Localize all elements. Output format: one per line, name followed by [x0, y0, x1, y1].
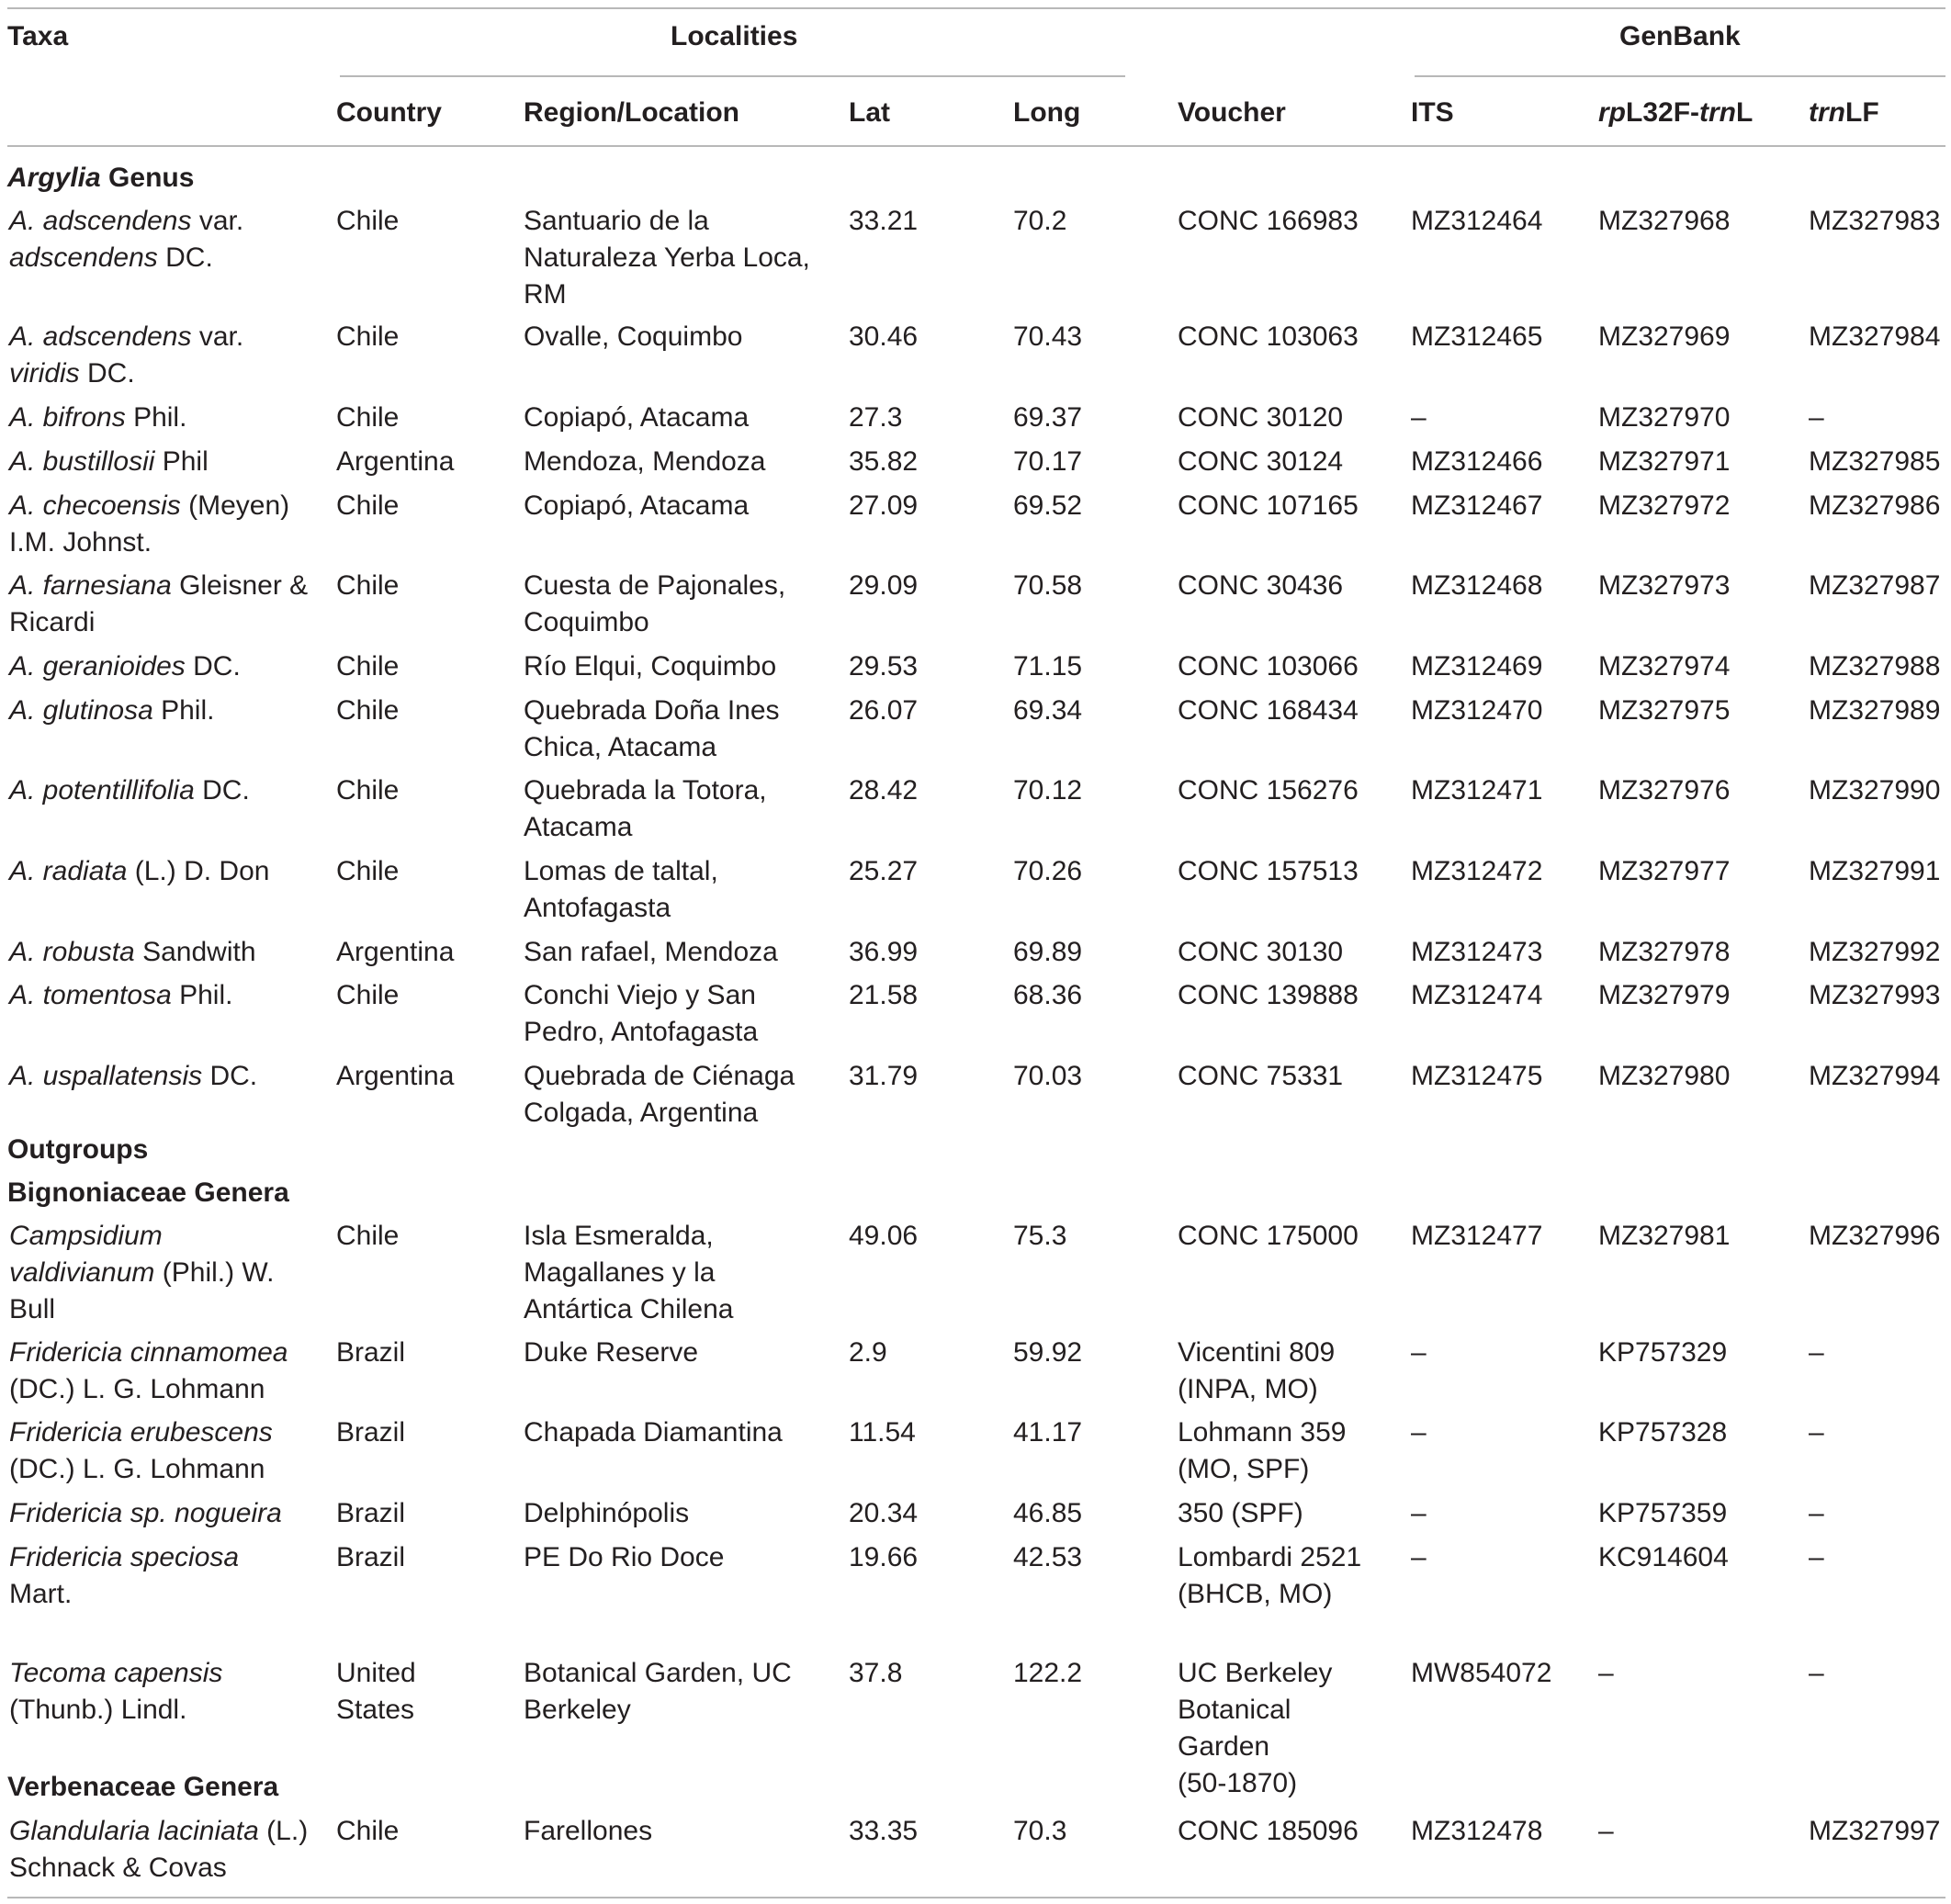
rpl32f-trnl-accession-cell: KP757359 — [1598, 1498, 1728, 1528]
trnlf-accession-cell: – — [1809, 1498, 1824, 1528]
taxon-name-italic: A. uspallatensis — [9, 1061, 203, 1091]
header-rpl-part-a: rp — [1598, 97, 1626, 128]
long-cell: 69.89 — [1013, 937, 1083, 967]
taxon-name-italic: adscendens — [9, 242, 158, 273]
taxon-name-italic: A. glutinosa — [9, 695, 153, 726]
voucher-cell: CONC 139888 — [1178, 980, 1359, 1010]
rpl32f-trnl-accession-cell: MZ327978 — [1598, 937, 1731, 967]
taxon-authority: (L.) — [258, 1816, 309, 1846]
taxon-authority: Ricardi — [9, 607, 96, 637]
taxon-name-italic: Fridericia erubescens — [9, 1417, 273, 1448]
voucher-cell: (INPA, MO) — [1178, 1374, 1318, 1404]
country-cell: Brazil — [336, 1417, 406, 1448]
its-accession-cell: MZ312477 — [1411, 1221, 1543, 1251]
country-cell: United — [336, 1658, 416, 1688]
section-argylia-suffix: Genus — [100, 163, 195, 193]
voucher-cell: UC Berkeley — [1178, 1658, 1333, 1688]
its-accession-cell: MZ312475 — [1411, 1061, 1543, 1091]
long-cell: 70.26 — [1013, 856, 1083, 886]
voucher-cell: CONC 30130 — [1178, 937, 1344, 967]
taxon-line — [9, 1218, 163, 1255]
long-cell: 69.37 — [1013, 402, 1083, 433]
long-cell: 75.3 — [1013, 1221, 1067, 1251]
long-cell: 42.53 — [1013, 1542, 1083, 1572]
rpl32f-trnl-accession-cell: MZ327971 — [1598, 446, 1731, 477]
taxon-line — [9, 1576, 72, 1613]
rpl32f-trnl-accession-cell: – — [1598, 1816, 1614, 1846]
taxon-line — [9, 568, 308, 604]
rpl32f-trnl-accession-cell: – — [1598, 1658, 1614, 1688]
long-cell: 70.12 — [1013, 775, 1083, 806]
long-cell: 68.36 — [1013, 980, 1083, 1010]
region-cell: Chica, Atacama — [524, 732, 717, 762]
voucher-cell: (MO, SPF) — [1178, 1454, 1310, 1484]
lat-cell: 27.3 — [849, 402, 903, 433]
country-cell: Chile — [336, 570, 400, 601]
localities-rule — [340, 75, 1125, 77]
header-trnlf-part-b: LF — [1845, 97, 1879, 128]
region-cell: Copiapó, Atacama — [524, 402, 750, 433]
taxon-authority: Phil — [154, 446, 209, 477]
rpl32f-trnl-accession-cell: KP757329 — [1598, 1337, 1728, 1368]
taxon-line — [9, 1539, 239, 1576]
voucher-cell: CONC 157513 — [1178, 856, 1359, 886]
taxon-name-italic: Fridericia sp. nogueira — [9, 1498, 282, 1528]
lat-cell: 26.07 — [849, 695, 919, 726]
taxon-name-italic: Tecoma capensis — [9, 1658, 223, 1688]
its-accession-cell: MZ312465 — [1411, 321, 1543, 352]
trnlf-accession-cell: – — [1809, 1417, 1824, 1448]
trnlf-accession-cell: – — [1809, 402, 1824, 433]
lat-cell: 21.58 — [849, 980, 919, 1010]
table-top-rule — [7, 7, 1945, 9]
lat-cell: 35.82 — [849, 446, 919, 477]
lat-cell: 27.09 — [849, 490, 919, 521]
rpl32f-trnl-accession-cell: MZ327973 — [1598, 570, 1731, 601]
its-accession-cell: MZ312468 — [1411, 570, 1543, 601]
trnlf-accession-cell: – — [1809, 1337, 1824, 1368]
taxon-name-italic: A. robusta — [9, 937, 135, 967]
country-cell: Argentina — [336, 937, 455, 967]
taxon-line — [9, 240, 213, 276]
rpl32f-trnl-accession-cell: MZ327977 — [1598, 856, 1731, 886]
header-voucher: Voucher — [1178, 97, 1286, 128]
genbank-rule — [1415, 75, 1945, 77]
region-cell: Lomas de taltal, — [524, 856, 718, 886]
header-country: Country — [336, 97, 442, 128]
region-cell: Naturaleza Yerba Loca, — [524, 242, 810, 273]
taxon-line — [9, 319, 243, 355]
rpl32f-trnl-accession-cell: MZ327979 — [1598, 980, 1731, 1010]
taxon-name-italic: A. potentillifolia — [9, 775, 195, 806]
lat-cell: 31.79 — [849, 1061, 919, 1091]
taxon-name-italic: A. checoensis — [9, 490, 181, 521]
table-bottom-rule — [7, 1897, 1945, 1898]
lat-cell: 2.9 — [849, 1337, 887, 1368]
long-cell: 41.17 — [1013, 1417, 1083, 1448]
lat-cell: 29.53 — [849, 651, 919, 682]
taxon-authority: var. — [191, 206, 244, 236]
its-accession-cell: – — [1411, 1542, 1427, 1572]
rpl32f-trnl-accession-cell: KP757328 — [1598, 1417, 1728, 1448]
header-rpl-part-c: trn — [1699, 97, 1737, 128]
its-accession-cell: – — [1411, 1498, 1427, 1528]
region-cell: Isla Esmeralda, — [524, 1221, 714, 1251]
taxon-line — [9, 604, 95, 641]
header-rpl-part-d: L — [1736, 97, 1754, 128]
rpl32f-trnl-accession-cell: MZ327972 — [1598, 490, 1731, 521]
rpl32f-trnl-accession-cell: MZ327981 — [1598, 1221, 1731, 1251]
long-cell: 59.92 — [1013, 1337, 1083, 1368]
taxon-authority: DC. — [79, 358, 135, 389]
taxon-authority: Schnack & Covas — [9, 1853, 227, 1883]
voucher-cell: CONC 175000 — [1178, 1221, 1359, 1251]
its-accession-cell: MZ312472 — [1411, 856, 1543, 886]
country-cell: Chile — [336, 206, 400, 236]
country-cell: Brazil — [336, 1498, 406, 1528]
taxon-line — [9, 1495, 282, 1532]
voucher-cell: Botanical — [1178, 1695, 1291, 1725]
country-cell: Chile — [336, 856, 400, 886]
taxon-authority: Phil. — [152, 695, 215, 726]
taxon-name-italic: A. radiata — [9, 856, 128, 886]
its-accession-cell: – — [1411, 1337, 1427, 1368]
its-accession-cell: – — [1411, 1417, 1427, 1448]
header-region: Region/Location — [524, 97, 739, 128]
lat-cell: 49.06 — [849, 1221, 919, 1251]
section-argylia-name: Argylia — [7, 163, 101, 193]
its-accession-cell: – — [1411, 402, 1427, 433]
country-cell: Chile — [336, 695, 400, 726]
trnlf-accession-cell: MZ327987 — [1809, 570, 1941, 601]
taxon-authority: Bull — [9, 1294, 56, 1324]
taxon-line — [9, 1692, 186, 1729]
taxon-name-italic: A. farnesiana — [9, 570, 172, 601]
rpl32f-trnl-accession-cell: MZ327980 — [1598, 1061, 1731, 1091]
region-cell: Conchi Viejo y San — [524, 980, 756, 1010]
taxon-authority: var. — [191, 321, 244, 352]
region-cell: Chapada Diamantina — [524, 1417, 783, 1448]
voucher-cell: CONC 185096 — [1178, 1816, 1359, 1846]
taxon-name-italic: A. geranioides — [9, 651, 186, 682]
region-cell: Quebrada Doña Ines — [524, 695, 780, 726]
taxon-line — [9, 1371, 265, 1408]
taxon-authority: DC. — [202, 1061, 258, 1091]
long-cell: 70.2 — [1013, 206, 1067, 236]
taxon-line — [9, 400, 186, 436]
taxon-line — [9, 1850, 227, 1887]
rpl32f-trnl-accession-cell: MZ327969 — [1598, 321, 1731, 352]
lat-cell: 36.99 — [849, 937, 919, 967]
long-cell: 69.52 — [1013, 490, 1083, 521]
voucher-cell: CONC 30120 — [1178, 402, 1344, 433]
voucher-cell: CONC 156276 — [1178, 775, 1359, 806]
country-cell: Chile — [336, 651, 400, 682]
taxon-authority: (DC.) L. G. Lohmann — [9, 1454, 265, 1484]
taxon-authority: Phil. — [125, 402, 187, 433]
long-cell: 69.34 — [1013, 695, 1083, 726]
header-lat: Lat — [849, 97, 890, 128]
taxon-line — [9, 1291, 55, 1328]
taxon-line — [9, 1655, 222, 1692]
trnlf-accession-cell: – — [1809, 1542, 1824, 1572]
region-cell: Berkeley — [524, 1695, 631, 1725]
region-cell: Quebrada la Totora, — [524, 775, 767, 806]
its-accession-cell: MZ312464 — [1411, 206, 1543, 236]
taxon-line — [9, 1813, 308, 1850]
lat-cell: 28.42 — [849, 775, 919, 806]
region-cell: Duke Reserve — [524, 1337, 699, 1368]
header-rpl32f-trnl — [1598, 95, 1753, 131]
region-cell: Pedro, Antofagasta — [524, 1017, 759, 1047]
region-cell: Mendoza, Mendoza — [524, 446, 766, 477]
taxon-name-italic: A. adscendens — [9, 206, 192, 236]
country-cell: Brazil — [336, 1337, 406, 1368]
long-cell: 122.2 — [1013, 1658, 1083, 1688]
trnlf-accession-cell: MZ327996 — [1809, 1221, 1941, 1251]
country-cell: Chile — [336, 1816, 400, 1846]
taxon-line — [9, 648, 241, 685]
taxon-name-italic: A. adscendens — [9, 321, 192, 352]
taxon-authority: DC. — [194, 775, 250, 806]
voucher-cell: CONC 168434 — [1178, 695, 1359, 726]
taxon-line — [9, 977, 232, 1014]
lat-cell: 33.35 — [849, 1816, 919, 1846]
lat-cell: 33.21 — [849, 206, 919, 236]
header-long: Long — [1013, 97, 1081, 128]
rpl32f-trnl-accession-cell: MZ327970 — [1598, 402, 1731, 433]
voucher-cell: CONC 107165 — [1178, 490, 1359, 521]
its-accession-cell: MZ312466 — [1411, 446, 1543, 477]
taxon-line — [9, 853, 269, 890]
section-bignoniaceae-genera: Bignoniaceae Genera — [7, 1177, 289, 1208]
taxon-authority: Gleisner & — [171, 570, 309, 601]
taxon-name-italic: A. bifrons — [9, 402, 126, 433]
voucher-cell: Garden — [1178, 1731, 1270, 1762]
taxon-authority: Sandwith — [134, 937, 256, 967]
taxon-line — [9, 203, 243, 240]
taxon-line — [9, 1414, 273, 1451]
trnlf-accession-cell: MZ327989 — [1809, 695, 1941, 726]
its-accession-cell: MZ312469 — [1411, 651, 1543, 682]
voucher-cell: (50-1870) — [1178, 1768, 1298, 1798]
voucher-cell: Vicentini 809 — [1178, 1337, 1336, 1368]
taxon-line — [9, 355, 135, 392]
taxon-authority: (Thunb.) Lindl. — [9, 1695, 187, 1725]
taxon-line — [9, 488, 289, 524]
long-cell: 46.85 — [1013, 1498, 1083, 1528]
region-cell: San rafael, Mendoza — [524, 937, 778, 967]
region-cell: Antofagasta — [524, 893, 671, 923]
taxon-name-italic: viridis — [9, 358, 80, 389]
header-localities: Localities — [671, 21, 798, 51]
region-cell: Río Elqui, Coquimbo — [524, 651, 777, 682]
header-bottom-rule — [7, 145, 1945, 147]
trnlf-accession-cell: MZ327984 — [1809, 321, 1941, 352]
taxon-authority: (Phil.) W. — [154, 1257, 275, 1288]
section-argylia-genus — [7, 160, 194, 197]
lat-cell: 20.34 — [849, 1498, 919, 1528]
trnlf-accession-cell: MZ327994 — [1809, 1061, 1941, 1091]
its-accession-cell: MZ312478 — [1411, 1816, 1543, 1846]
region-cell: Santuario de la — [524, 206, 709, 236]
taxon-line — [9, 1058, 257, 1095]
taxon-line — [9, 1255, 274, 1291]
taxon-name-italic: valdivianum — [9, 1257, 155, 1288]
voucher-cell: 350 (SPF) — [1178, 1498, 1303, 1528]
trnlf-accession-cell: MZ327983 — [1809, 206, 1941, 236]
section-outgroups: Outgroups — [7, 1134, 149, 1165]
taxon-authority: Phil. — [171, 980, 233, 1010]
trnlf-accession-cell: MZ327988 — [1809, 651, 1941, 682]
country-cell: Chile — [336, 321, 400, 352]
trnlf-accession-cell: MZ327986 — [1809, 490, 1941, 521]
trnlf-accession-cell: – — [1809, 1658, 1824, 1688]
section-verbenaceae-genera: Verbenaceae Genera — [7, 1772, 279, 1802]
region-cell: PE Do Rio Doce — [524, 1542, 725, 1572]
taxon-authority: (Meyen) — [180, 490, 290, 521]
voucher-cell: CONC 166983 — [1178, 206, 1359, 236]
taxon-authority: DC. — [157, 242, 213, 273]
region-cell: RM — [524, 279, 567, 310]
rpl32f-trnl-accession-cell: MZ327975 — [1598, 695, 1731, 726]
rpl32f-trnl-accession-cell: MZ327968 — [1598, 206, 1731, 236]
taxon-authority: (L.) D. Don — [127, 856, 270, 886]
region-cell: Antártica Chilena — [524, 1294, 734, 1324]
header-trnlf — [1809, 95, 1879, 131]
country-cell: Chile — [336, 1221, 400, 1251]
trnlf-accession-cell: MZ327992 — [1809, 937, 1941, 967]
rpl32f-trnl-accession-cell: KC914604 — [1598, 1542, 1729, 1572]
voucher-cell: Lombardi 2521 — [1178, 1542, 1362, 1572]
region-cell: Botanical Garden, UC — [524, 1658, 792, 1688]
rpl32f-trnl-accession-cell: MZ327976 — [1598, 775, 1731, 806]
country-cell: Chile — [336, 980, 400, 1010]
voucher-cell: CONC 75331 — [1178, 1061, 1344, 1091]
lat-cell: 19.66 — [849, 1542, 919, 1572]
trnlf-accession-cell: MZ327985 — [1809, 446, 1941, 477]
taxon-name-italic: A. tomentosa — [9, 980, 172, 1010]
lat-cell: 25.27 — [849, 856, 919, 886]
its-accession-cell: MZ312473 — [1411, 937, 1543, 967]
rpl32f-trnl-accession-cell: MZ327974 — [1598, 651, 1731, 682]
country-cell: Chile — [336, 402, 400, 433]
long-cell: 70.58 — [1013, 570, 1083, 601]
lat-cell: 11.54 — [849, 1417, 916, 1448]
taxon-name-italic: Fridericia cinnamomea — [9, 1337, 288, 1368]
region-cell: Cuesta de Pajonales, — [524, 570, 786, 601]
country-cell: Chile — [336, 490, 400, 521]
taxon-authority: (DC.) L. G. Lohmann — [9, 1374, 265, 1404]
region-cell: Delphinópolis — [524, 1498, 690, 1528]
taxon-name-italic: Glandularia laciniata — [9, 1816, 259, 1846]
header-rpl-part-b: L32F- — [1626, 97, 1700, 128]
region-cell: Magallanes y la — [524, 1257, 716, 1288]
header-genbank: GenBank — [1619, 21, 1741, 51]
header-taxa: Taxa — [7, 21, 69, 51]
trnlf-accession-cell: MZ327997 — [1809, 1816, 1941, 1846]
trnlf-accession-cell: MZ327993 — [1809, 980, 1941, 1010]
region-cell: Coquimbo — [524, 607, 649, 637]
voucher-cell: CONC 30436 — [1178, 570, 1344, 601]
lat-cell: 37.8 — [849, 1658, 903, 1688]
region-cell: Quebrada de Ciénaga — [524, 1061, 795, 1091]
its-accession-cell: MW854072 — [1411, 1658, 1552, 1688]
taxon-authority: Mart. — [9, 1579, 73, 1609]
header-trnlf-part-a: trn — [1809, 97, 1845, 128]
voucher-cell: CONC 103066 — [1178, 651, 1359, 682]
taxon-name-italic: A. bustillosii — [9, 446, 155, 477]
country-cell: Argentina — [336, 446, 455, 477]
country-cell: Argentina — [336, 1061, 455, 1091]
region-cell: Farellones — [524, 1816, 653, 1846]
long-cell: 70.43 — [1013, 321, 1083, 352]
taxon-name-italic: Fridericia speciosa — [9, 1542, 240, 1572]
country-cell: Chile — [336, 775, 400, 806]
voucher-cell: (BHCB, MO) — [1178, 1579, 1333, 1609]
header-its: ITS — [1411, 97, 1454, 128]
voucher-cell: CONC 103063 — [1178, 321, 1359, 352]
taxon-authority: DC. — [185, 651, 241, 682]
taxon-line — [9, 693, 214, 729]
its-accession-cell: MZ312474 — [1411, 980, 1543, 1010]
region-cell: Colgada, Argentina — [524, 1098, 759, 1128]
taxon-line — [9, 524, 152, 561]
taxon-line — [9, 772, 250, 809]
its-accession-cell: MZ312471 — [1411, 775, 1543, 806]
taxon-line — [9, 1451, 265, 1488]
voucher-cell: Lohmann 359 — [1178, 1417, 1347, 1448]
long-cell: 71.15 — [1013, 651, 1083, 682]
taxon-authority: I.M. Johnst. — [9, 527, 152, 558]
region-cell: Ovalle, Coquimbo — [524, 321, 743, 352]
taxon-line — [9, 934, 256, 971]
lat-cell: 29.09 — [849, 570, 919, 601]
country-cell: Brazil — [336, 1542, 406, 1572]
taxon-line — [9, 1335, 288, 1371]
region-cell: Atacama — [524, 812, 633, 842]
voucher-cell: CONC 30124 — [1178, 446, 1344, 477]
long-cell: 70.17 — [1013, 446, 1083, 477]
taxon-line — [9, 444, 209, 480]
trnlf-accession-cell: MZ327990 — [1809, 775, 1941, 806]
long-cell: 70.03 — [1013, 1061, 1083, 1091]
lat-cell: 30.46 — [849, 321, 919, 352]
taxon-name-italic: Campsidium — [9, 1221, 163, 1251]
its-accession-cell: MZ312467 — [1411, 490, 1543, 521]
trnlf-accession-cell: MZ327991 — [1809, 856, 1941, 886]
its-accession-cell: MZ312470 — [1411, 695, 1543, 726]
region-cell: Copiapó, Atacama — [524, 490, 750, 521]
long-cell: 70.3 — [1013, 1816, 1067, 1846]
country-cell: States — [336, 1695, 415, 1725]
